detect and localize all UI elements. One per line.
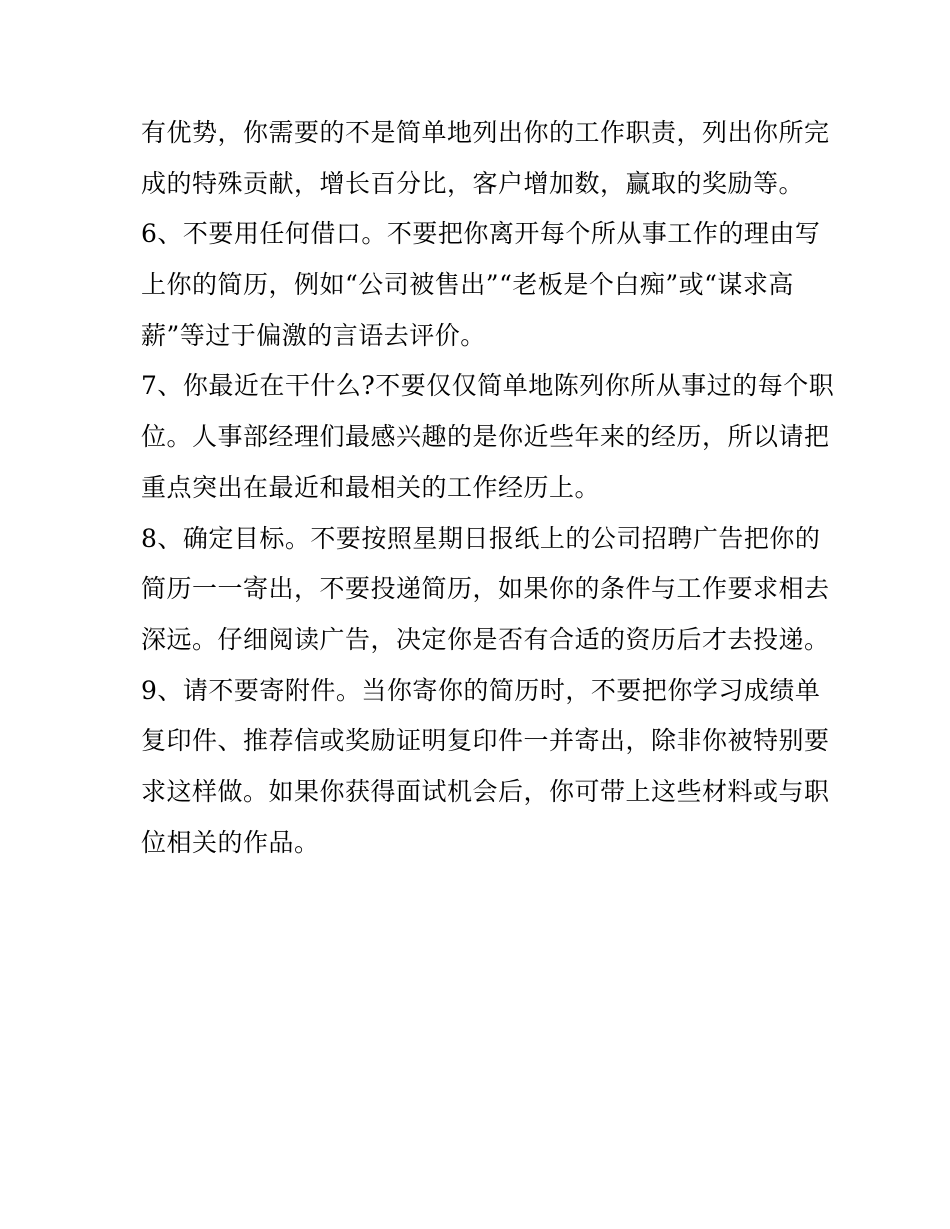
text-line: 有优势，你需要的不是简单地列出你的工作职责，列出你所完 (141, 118, 830, 147)
text-line: 成的特殊贡献，增长百分比，客户增加数，赢取的奖励等。 (141, 168, 805, 198)
text-line: 7、你最近在干什么?不要仅仅简单地陈列你所从事过的每个职 (141, 371, 835, 401)
text-line: 重点突出在最近和最相关的工作经历上。 (141, 472, 601, 502)
text-line: 求这样做。如果你获得面试机会后，你可带上这些材料或与职 (141, 776, 830, 806)
text-line: 深远。仔细阅读广告，决定你是否有合适的资历后才去投递。 (141, 624, 830, 654)
text-line: 薪”等过于偏激的言语去评价。 (141, 320, 486, 350)
text-line: 简历一一寄出，不要投递简历，如果你的条件与工作要求相去 (141, 574, 830, 604)
text-line: 上你的简历，例如“公司被售出”“老板是个白痴”或“谋求高 (141, 270, 794, 300)
text-line: 复印件、推荐信或奖励证明复印件一并寄出，除非你被特别要 (141, 726, 830, 756)
text-line: 6、不要用任何借口。不要把你离开每个所从事工作的理由写 (141, 219, 821, 249)
text-line: 位相关的作品。 (141, 827, 320, 857)
text-line: 9、请不要寄附件。当你寄你的简历时，不要把你学习成绩单 (141, 675, 821, 705)
text-line: 8、确定目标。不要按照星期日报纸上的公司招聘广告把你的 (141, 523, 821, 553)
text-line: 位。人事部经理们最感兴趣的是你近些年来的经历，所以请把 (141, 422, 830, 452)
body-text (141, 108, 835, 868)
